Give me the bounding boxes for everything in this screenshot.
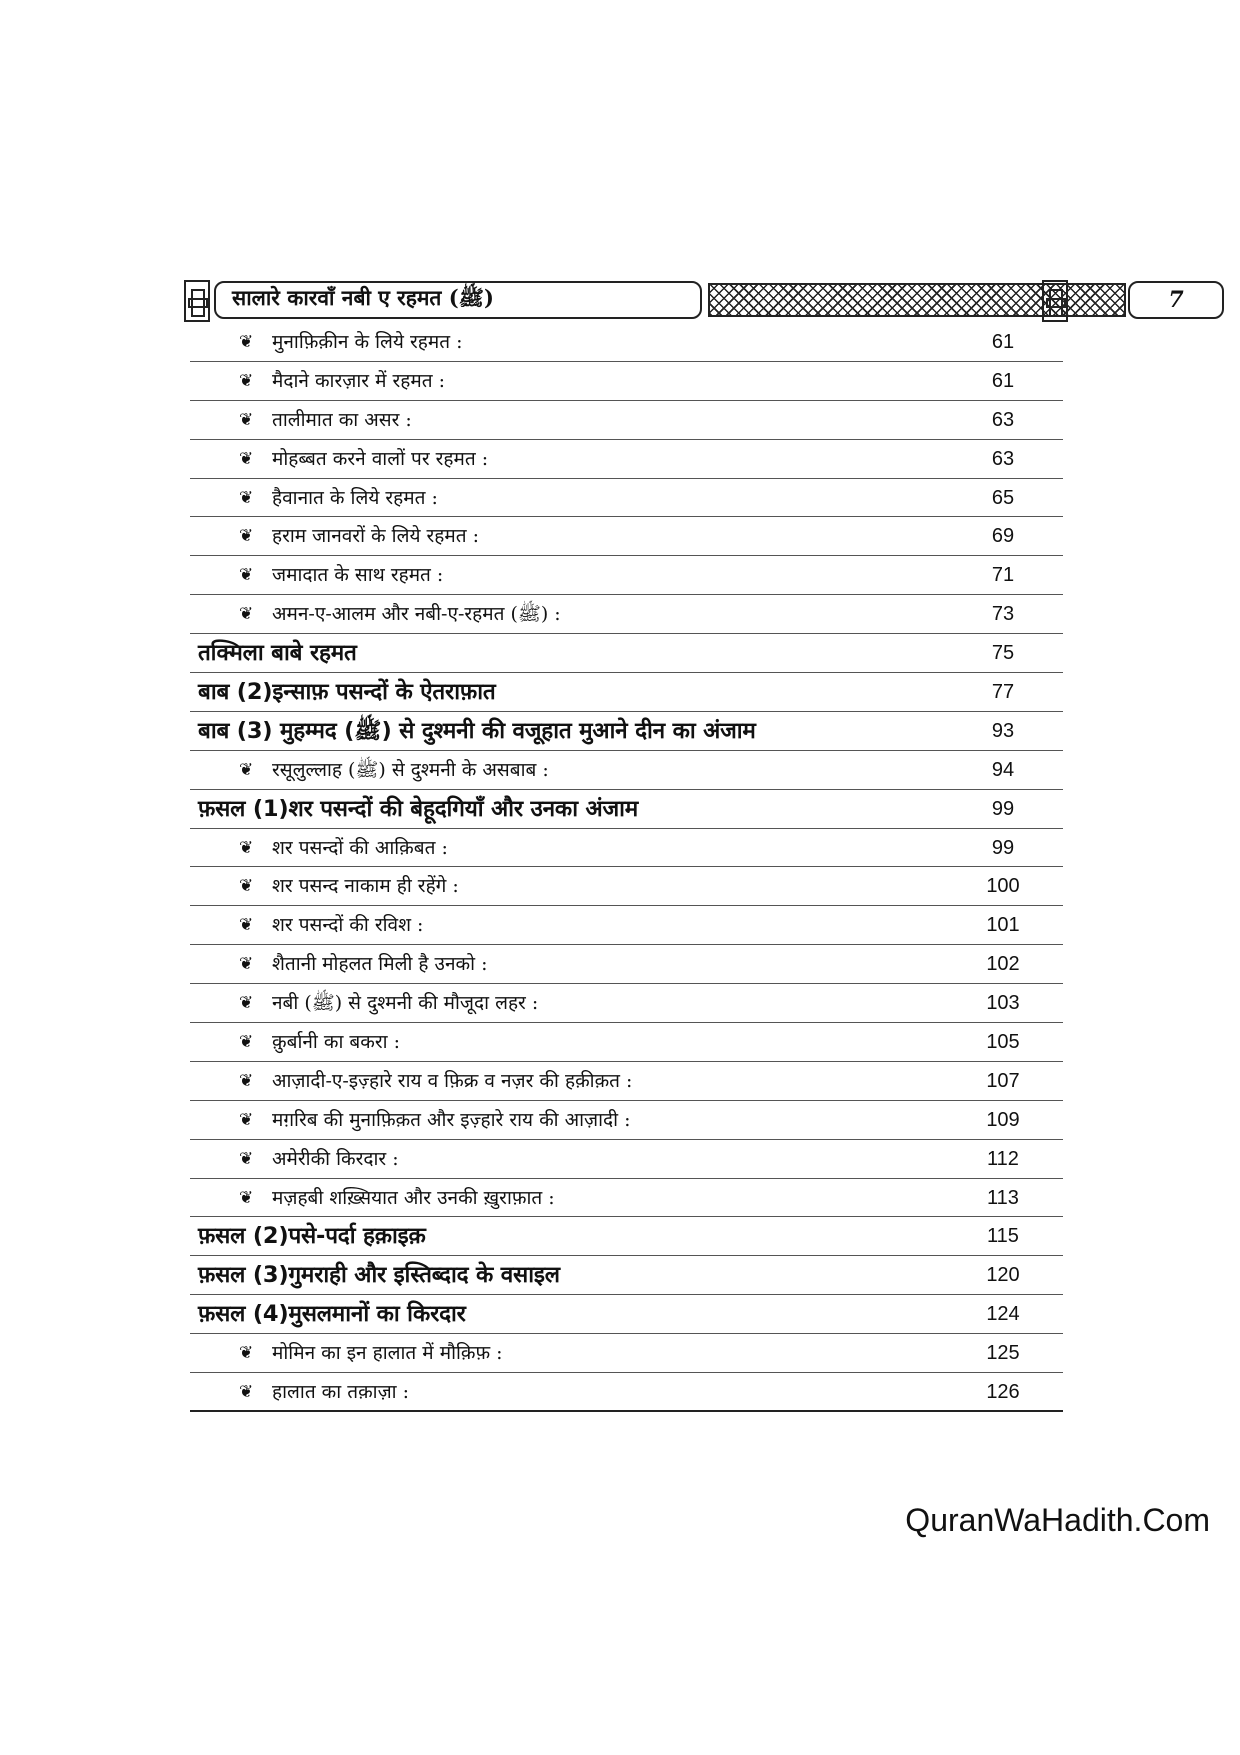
floral-bullet-icon: ❦ bbox=[239, 759, 254, 780]
toc-page-number: 115 bbox=[987, 1225, 1019, 1248]
toc-page-number: 99 bbox=[991, 836, 1015, 859]
toc-entry-row bbox=[190, 323, 1063, 362]
toc-entry-title: क़ुर्बानी का बकरा : bbox=[272, 1031, 400, 1054]
toc-entry-row bbox=[190, 595, 1063, 634]
toc-page-number: 73 bbox=[991, 603, 1015, 626]
toc-entry-title: हराम जानवरों के लिये रहमत : bbox=[272, 525, 480, 548]
toc-page-number: 61 bbox=[991, 369, 1015, 392]
toc-entry-row bbox=[190, 440, 1063, 479]
floral-bullet-icon: ❦ bbox=[239, 1382, 254, 1403]
toc-entry-row bbox=[190, 1062, 1063, 1101]
toc-entry-row bbox=[190, 751, 1063, 790]
toc-page-number: 105 bbox=[986, 1031, 1020, 1054]
toc-entry-title: मग़रिब की मुनाफ़िक़त और इज़्हारे राय की आज़ादी : bbox=[272, 1108, 631, 1131]
floral-bullet-icon: ❦ bbox=[239, 1343, 254, 1364]
book-title: सालारे कारवाँ नबी ए रहमत (ﷺ) bbox=[232, 285, 494, 310]
toc-entry-title: मोमिन का इन हालात में मौक़िफ़ : bbox=[272, 1342, 503, 1365]
corner-ornament-left bbox=[184, 280, 210, 322]
floral-bullet-icon: ❦ bbox=[239, 876, 254, 897]
floral-bullet-icon: ❦ bbox=[239, 915, 254, 936]
toc-entry-title: फ़सल (1)शर पसन्दों की बेहूदगियाँ और उनका अंजाम bbox=[198, 795, 639, 822]
toc-entry-title: हैवानात के लिये रहमत : bbox=[272, 486, 438, 509]
toc-entry-title: तालीमात का असर : bbox=[272, 408, 412, 431]
floral-bullet-icon: ❦ bbox=[239, 604, 254, 625]
toc-entry-title: रसूलुल्लाह (ﷺ) से दुश्मनी के असबाब : bbox=[272, 758, 549, 781]
toc-page-number: 71 bbox=[991, 564, 1015, 587]
toc-page-number: 124 bbox=[986, 1303, 1020, 1326]
header-title-box bbox=[214, 281, 702, 319]
toc-entry-title: मुनाफ़िक़ीन के लिये रहमत : bbox=[272, 331, 463, 353]
toc-page-number: 94 bbox=[991, 758, 1015, 781]
toc-entry-title: जमादात के साथ रहमत : bbox=[272, 564, 444, 587]
toc-chapter-row bbox=[190, 1256, 1063, 1295]
floral-bullet-icon: ❦ bbox=[239, 837, 254, 858]
toc-entry-title: शर पसन्द नाकाम ही रहेंगे : bbox=[272, 875, 459, 898]
toc-entry-title: बाब (3) मुहम्मद (ﷺ) से दुश्मनी की वजूहात मुआने दीन का अंजाम bbox=[198, 717, 756, 744]
toc-entry-title: फ़सल (4)मुसलमानों का किरदार bbox=[198, 1301, 466, 1328]
toc-chapter-row bbox=[190, 1217, 1063, 1256]
toc-entry-row bbox=[190, 362, 1063, 401]
toc-entry-title: मोहब्बत करने वालों पर रहमत : bbox=[272, 447, 489, 470]
toc-page-number: 120 bbox=[986, 1264, 1020, 1287]
toc-page-number: 65 bbox=[991, 486, 1015, 509]
toc-page-number: 103 bbox=[986, 992, 1020, 1015]
toc-chapter-row bbox=[190, 790, 1063, 829]
toc-entry-row bbox=[190, 1101, 1063, 1140]
toc-entry-title: अमेरीकी किरदार : bbox=[272, 1147, 399, 1170]
toc-page-number: 109 bbox=[986, 1108, 1020, 1131]
toc-page-number: 75 bbox=[991, 642, 1015, 665]
toc-page-number: 113 bbox=[987, 1186, 1019, 1209]
floral-bullet-icon: ❦ bbox=[239, 487, 254, 508]
floral-bullet-icon: ❦ bbox=[239, 993, 254, 1014]
floral-bullet-icon: ❦ bbox=[239, 1032, 254, 1053]
toc-page-number: 93 bbox=[991, 719, 1015, 742]
toc-chapter-row bbox=[190, 673, 1063, 712]
toc-page-number: 61 bbox=[991, 331, 1015, 353]
corner-ornament-right bbox=[1042, 280, 1068, 322]
toc-entry-title: बाब (2)इन्साफ़ पसन्दों के ऐतराफ़ात bbox=[198, 679, 496, 706]
toc-entry-row bbox=[190, 1140, 1063, 1179]
toc-entry-row bbox=[190, 984, 1063, 1023]
toc-entry-title: शर पसन्दों की रविश : bbox=[272, 914, 424, 937]
toc-entry-title: शैतानी मोहलत मिली है उनको : bbox=[272, 953, 488, 976]
toc-page-number: 77 bbox=[991, 681, 1015, 704]
toc-entry-row bbox=[190, 829, 1063, 868]
toc-entry-row bbox=[190, 867, 1063, 906]
floral-bullet-icon: ❦ bbox=[239, 1109, 254, 1130]
toc-entry-title: फ़सल (3)गुमराही और इस्तिब्दाद के वसाइल bbox=[198, 1262, 560, 1289]
toc-page-number: 69 bbox=[991, 525, 1015, 548]
toc-entry-row bbox=[190, 906, 1063, 945]
toc-page-number: 63 bbox=[991, 408, 1015, 431]
floral-bullet-icon: ❦ bbox=[239, 332, 254, 352]
floral-bullet-icon: ❦ bbox=[239, 409, 254, 430]
toc-entry-row bbox=[190, 556, 1063, 595]
floral-bullet-icon: ❦ bbox=[239, 370, 254, 391]
toc-page-number: 112 bbox=[987, 1147, 1019, 1170]
running-header bbox=[184, 280, 1184, 322]
floral-bullet-icon: ❦ bbox=[239, 565, 254, 586]
toc-page-number: 63 bbox=[991, 447, 1015, 470]
toc-entry-title: फ़सल (2)पसे-पर्दा हक़ाइक़ bbox=[198, 1223, 426, 1250]
toc-entry-title: अमन-ए-आलम और नबी-ए-रहमत (ﷺ) : bbox=[272, 603, 561, 626]
toc-entry-row bbox=[190, 1334, 1063, 1373]
toc-entry-title: शर पसन्दों की आक़िबत : bbox=[272, 836, 448, 859]
toc-entry-title: मैदाने कारज़ार में रहमत : bbox=[272, 369, 445, 392]
table-of-contents bbox=[190, 323, 1063, 1412]
floral-bullet-icon: ❦ bbox=[239, 526, 254, 547]
toc-entry-row bbox=[190, 1373, 1063, 1412]
toc-entry-row bbox=[190, 945, 1063, 984]
toc-page-number: 126 bbox=[986, 1381, 1020, 1404]
toc-entry-row bbox=[190, 517, 1063, 556]
toc-chapter-row bbox=[190, 634, 1063, 673]
toc-entry-title: हालात का तक़ाज़ा : bbox=[272, 1381, 410, 1404]
toc-page-number: 107 bbox=[986, 1069, 1020, 1092]
toc-page-number: 99 bbox=[991, 797, 1015, 820]
toc-page-number: 101 bbox=[986, 914, 1020, 937]
page-number: 7 bbox=[1168, 287, 1184, 313]
floral-bullet-icon: ❦ bbox=[239, 1187, 254, 1208]
floral-bullet-icon: ❦ bbox=[239, 1070, 254, 1091]
toc-entry-row bbox=[190, 1023, 1063, 1062]
toc-entry-row bbox=[190, 401, 1063, 440]
toc-entry-row bbox=[190, 479, 1063, 518]
toc-page-number: 100 bbox=[986, 875, 1020, 898]
toc-page-number: 102 bbox=[986, 953, 1020, 976]
watermark: QuranWaHadith.Com bbox=[905, 1502, 1210, 1538]
page-number-box bbox=[1128, 281, 1224, 319]
toc-entry-row bbox=[190, 1179, 1063, 1218]
floral-bullet-icon: ❦ bbox=[239, 954, 254, 975]
toc-entry-title: नबी (ﷺ) से दुश्मनी की मौजूदा लहर : bbox=[272, 992, 539, 1015]
toc-entry-title: तक्मिला बाबे रहमत bbox=[198, 640, 357, 667]
toc-chapter-row bbox=[190, 712, 1063, 751]
floral-bullet-icon: ❦ bbox=[239, 1148, 254, 1169]
toc-entry-title: आज़ादी-ए-इज़्हारे राय व फ़िक्र व नज़र की हक़ीक़त : bbox=[272, 1069, 633, 1092]
toc-chapter-row bbox=[190, 1295, 1063, 1334]
toc-page-number: 125 bbox=[986, 1342, 1020, 1365]
toc-entry-title: मज़हबी शख़्सियात और उनकी ख़ुराफ़ात : bbox=[272, 1186, 555, 1209]
floral-bullet-icon: ❦ bbox=[239, 448, 254, 469]
